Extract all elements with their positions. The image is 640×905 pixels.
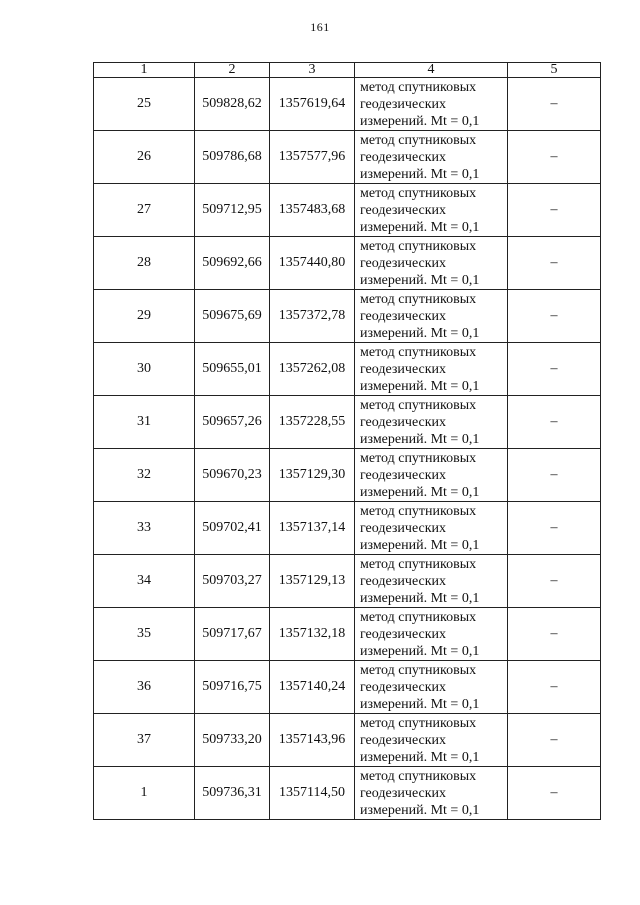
cell-note: – — [508, 131, 601, 184]
method-line: измерений. Mt = 0,1 — [360, 643, 480, 659]
cell-point-number: 32 — [94, 449, 195, 502]
header-row — [94, 63, 601, 78]
method-line: измерений. Mt = 0,1 — [360, 272, 480, 288]
table-row — [94, 608, 601, 661]
cell-y-coordinate: 1357114,50 — [270, 767, 355, 820]
header-col-3: 3 — [270, 63, 355, 78]
cell-point-number: 34 — [94, 555, 195, 608]
header-col-1: 1 — [94, 63, 195, 78]
table-row — [94, 290, 601, 343]
method-line: геодезических — [360, 679, 447, 695]
cell-method — [355, 131, 508, 184]
method-line: метод спутниковых — [360, 556, 477, 572]
cell-y-coordinate: 1357577,96 — [270, 131, 355, 184]
cell-y-coordinate: 1357137,14 — [270, 502, 355, 555]
method-line: измерений. Mt = 0,1 — [360, 749, 480, 765]
cell-y-coordinate: 1357129,13 — [270, 555, 355, 608]
cell-note: – — [508, 714, 601, 767]
page-number: 161 — [310, 20, 330, 34]
cell-method — [355, 78, 508, 131]
cell-x-coordinate: 509733,20 — [195, 714, 270, 767]
table-row — [94, 661, 601, 714]
method-line: метод спутниковых — [360, 238, 477, 254]
method-line: измерений. Mt = 0,1 — [360, 378, 480, 394]
method-line: метод спутниковых — [360, 397, 477, 413]
method-line: геодезических — [360, 785, 447, 801]
table-row — [94, 767, 601, 820]
cell-x-coordinate: 509655,01 — [195, 343, 270, 396]
cell-method — [355, 449, 508, 502]
cell-point-number: 30 — [94, 343, 195, 396]
method-line: геодезических — [360, 732, 447, 748]
method-line: измерений. Mt = 0,1 — [360, 537, 480, 553]
method-line: метод спутниковых — [360, 768, 477, 784]
cell-point-number: 27 — [94, 184, 195, 237]
method-line: метод спутниковых — [360, 503, 477, 519]
table-body — [94, 78, 601, 820]
cell-point-number: 29 — [94, 290, 195, 343]
cell-y-coordinate: 1357228,55 — [270, 396, 355, 449]
cell-method — [355, 767, 508, 820]
cell-y-coordinate: 1357262,08 — [270, 343, 355, 396]
cell-note: – — [508, 78, 601, 131]
method-line: метод спутниковых — [360, 344, 477, 360]
cell-point-number: 25 — [94, 78, 195, 131]
cell-x-coordinate: 509786,68 — [195, 131, 270, 184]
method-line: измерений. Mt = 0,1 — [360, 802, 480, 818]
method-line: метод спутниковых — [360, 609, 477, 625]
header-col-2: 2 — [195, 63, 270, 78]
cell-x-coordinate: 509736,31 — [195, 767, 270, 820]
cell-note: – — [508, 661, 601, 714]
table-row — [94, 555, 601, 608]
cell-method — [355, 396, 508, 449]
cell-point-number: 35 — [94, 608, 195, 661]
cell-point-number: 1 — [94, 767, 195, 820]
cell-y-coordinate: 1357140,24 — [270, 661, 355, 714]
cell-y-coordinate: 1357619,64 — [270, 78, 355, 131]
cell-note: – — [508, 608, 601, 661]
method-line: геодезических — [360, 467, 447, 483]
cell-x-coordinate: 509717,67 — [195, 608, 270, 661]
cell-method — [355, 184, 508, 237]
cell-note: – — [508, 237, 601, 290]
cell-method — [355, 502, 508, 555]
method-line: метод спутниковых — [360, 450, 477, 466]
method-line: геодезических — [360, 573, 447, 589]
cell-x-coordinate: 509702,41 — [195, 502, 270, 555]
method-line: геодезических — [360, 255, 447, 271]
cell-point-number: 28 — [94, 237, 195, 290]
table-row — [94, 184, 601, 237]
cell-point-number: 31 — [94, 396, 195, 449]
table-row — [94, 449, 601, 502]
cell-x-coordinate: 509670,23 — [195, 449, 270, 502]
method-line: геодезических — [360, 149, 447, 165]
method-line: геодезических — [360, 414, 447, 430]
method-line: метод спутниковых — [360, 291, 477, 307]
method-line: геодезических — [360, 520, 447, 536]
method-line: измерений. Mt = 0,1 — [360, 590, 480, 606]
table-row — [94, 78, 601, 131]
cell-x-coordinate: 509657,26 — [195, 396, 270, 449]
table-row — [94, 343, 601, 396]
method-line: измерений. Mt = 0,1 — [360, 431, 480, 447]
method-line: геодезических — [360, 626, 447, 642]
cell-method — [355, 290, 508, 343]
cell-note: – — [508, 502, 601, 555]
cell-note: – — [508, 184, 601, 237]
cell-x-coordinate: 509828,62 — [195, 78, 270, 131]
method-line: измерений. Mt = 0,1 — [360, 166, 480, 182]
method-line: измерений. Mt = 0,1 — [360, 113, 480, 129]
cell-note: – — [508, 767, 601, 820]
cell-y-coordinate: 1357372,78 — [270, 290, 355, 343]
method-line: измерений. Mt = 0,1 — [360, 696, 480, 712]
table-row — [94, 396, 601, 449]
method-line: метод спутниковых — [360, 132, 477, 148]
coordinates-table — [93, 62, 601, 820]
header-col-4: 4 — [355, 63, 508, 78]
cell-x-coordinate: 509703,27 — [195, 555, 270, 608]
method-line: метод спутниковых — [360, 715, 477, 731]
table-row — [94, 131, 601, 184]
method-line: измерений. Mt = 0,1 — [360, 219, 480, 235]
cell-y-coordinate: 1357132,18 — [270, 608, 355, 661]
method-line: геодезических — [360, 308, 447, 324]
cell-y-coordinate: 1357143,96 — [270, 714, 355, 767]
cell-x-coordinate: 509716,75 — [195, 661, 270, 714]
cell-point-number: 37 — [94, 714, 195, 767]
method-line: измерений. Mt = 0,1 — [360, 325, 480, 341]
table-row — [94, 237, 601, 290]
cell-method — [355, 343, 508, 396]
cell-y-coordinate: 1357129,30 — [270, 449, 355, 502]
method-line: измерений. Mt = 0,1 — [360, 484, 480, 500]
cell-y-coordinate: 1357440,80 — [270, 237, 355, 290]
method-line: геодезических — [360, 361, 447, 377]
cell-note: – — [508, 396, 601, 449]
cell-method — [355, 555, 508, 608]
cell-method — [355, 714, 508, 767]
cell-x-coordinate: 509675,69 — [195, 290, 270, 343]
header-col-5: 5 — [508, 63, 601, 78]
cell-method — [355, 661, 508, 714]
cell-x-coordinate: 509712,95 — [195, 184, 270, 237]
cell-note: – — [508, 290, 601, 343]
cell-note: – — [508, 555, 601, 608]
method-line: метод спутниковых — [360, 185, 477, 201]
cell-point-number: 26 — [94, 131, 195, 184]
cell-method — [355, 608, 508, 661]
cell-method — [355, 237, 508, 290]
cell-point-number: 36 — [94, 661, 195, 714]
table-row — [94, 714, 601, 767]
cell-note: – — [508, 449, 601, 502]
method-line: метод спутниковых — [360, 79, 477, 95]
table-row — [94, 502, 601, 555]
cell-y-coordinate: 1357483,68 — [270, 184, 355, 237]
table-header — [94, 63, 601, 78]
cell-x-coordinate: 509692,66 — [195, 237, 270, 290]
cell-note: – — [508, 343, 601, 396]
method-line: геодезических — [360, 96, 447, 112]
method-line: геодезических — [360, 202, 447, 218]
cell-point-number: 33 — [94, 502, 195, 555]
method-line: метод спутниковых — [360, 662, 477, 678]
